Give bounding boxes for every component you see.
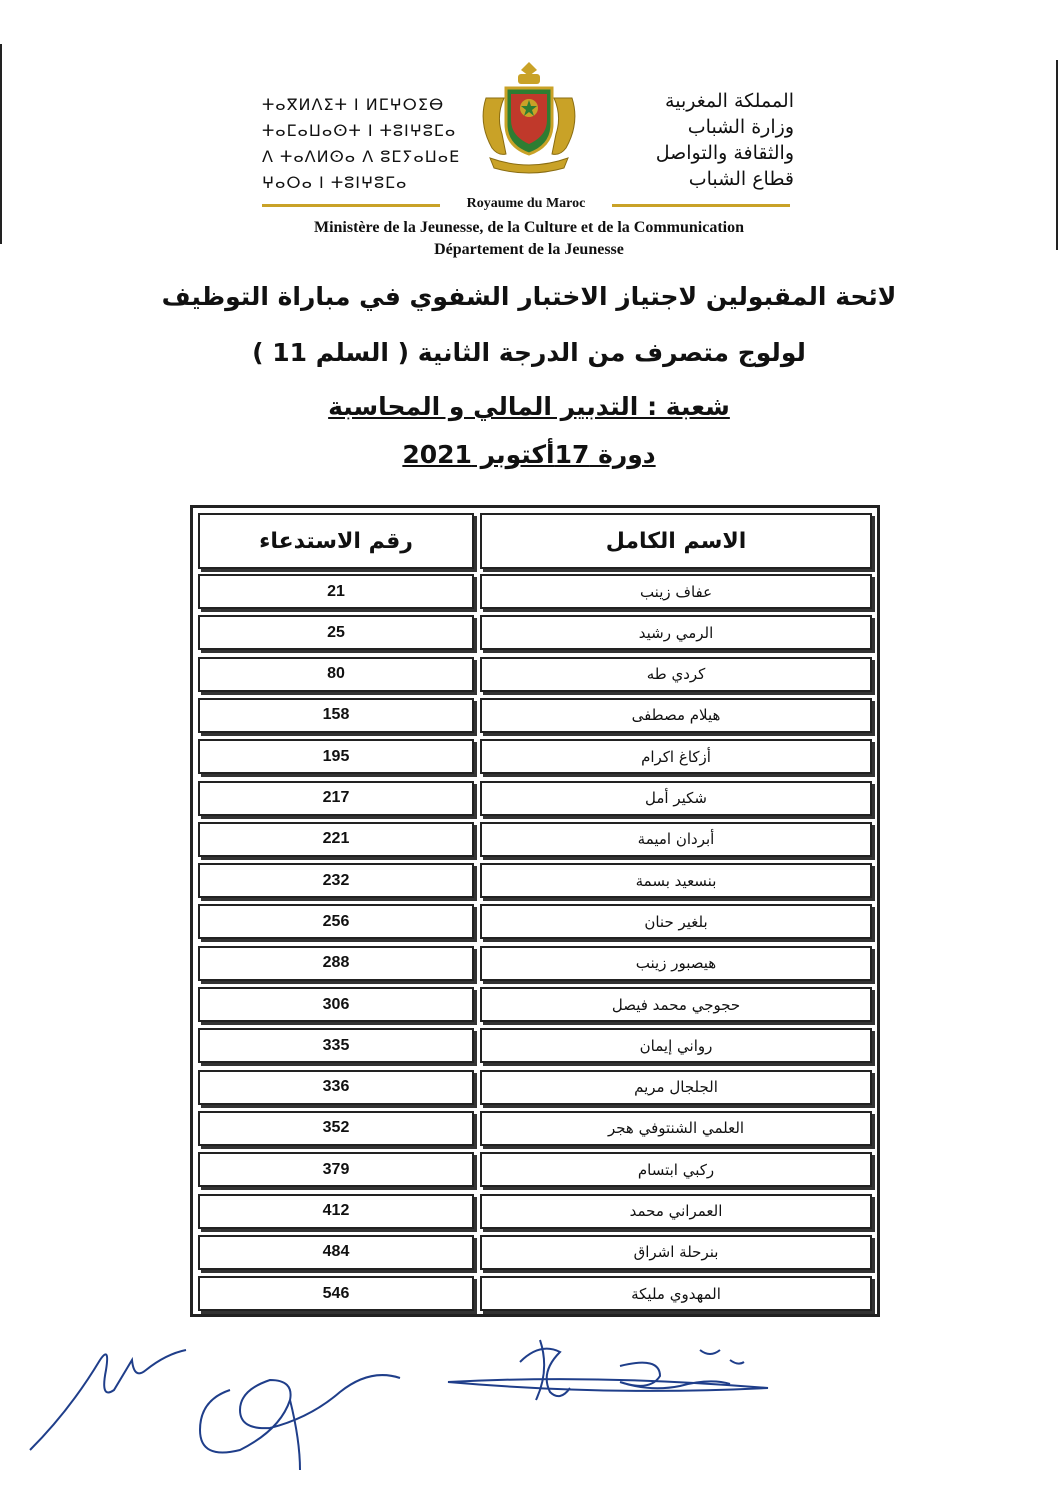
convocation-number: 412 [198,1194,474,1229]
convocation-number: 158 [198,698,474,733]
candidates-table [190,505,880,1317]
convocation-number: 288 [198,946,474,981]
gold-rule-right [612,204,790,207]
page-edge-left [0,44,2,244]
candidate-name: ركبي ابتسام [480,1152,872,1187]
header-number: رقم الاستدعاء [198,513,474,569]
candidate-name: رواني إيمان [480,1028,872,1063]
candidate-name: العمراني محمد [480,1194,872,1229]
candidate-name: هيصبور زينب [480,946,872,981]
tifinagh-ministry-name [262,92,461,196]
convocation-number: 336 [198,1070,474,1105]
candidate-name: عفاف زينب [480,574,872,609]
signatures [0,1320,1058,1490]
arabic-header-line: وزارة الشباب [687,116,794,138]
document-title: لائحة المقبولين لاجتياز الاختبار الشفوي في مباراة التوظيف [161,282,897,311]
session-date [120,440,938,469]
candidate-name: الرمي رشيد [480,615,872,650]
convocation-number: 306 [198,987,474,1022]
candidate-name: بلغير حنان [480,904,872,939]
tifinagh-line: ⵜⴰⴳⵍⴷⵉⵜ ⵏ ⵍⵎⵖⵔⵉⴱ [262,95,445,114]
candidate-name: أبردان اميمة [480,822,872,857]
session-date-text: دورة 17أكتوبر 2021 [402,440,656,469]
convocation-number: 379 [198,1152,474,1187]
candidate-name: الجلجال مريم [480,1070,872,1105]
branch-label-text: شعبة : التدبير المالي و المحاسبة [328,392,730,421]
arabic-header-line: والثقافة والتواصل [655,142,794,164]
candidate-name: شكير أمل [480,781,872,816]
candidate-name: كردي طه [480,657,872,692]
convocation-number: 221 [198,822,474,857]
ministry-label: Ministère de la Jeunesse, de la Culture et de la Communication [313,219,745,236]
convocation-number: 25 [198,615,474,650]
tifinagh-line: ⵜⴰⵎⴰⵡⴰⵙⵜ ⵏ ⵜⵓⵏⵖⵓⵎⴰ [262,121,457,140]
department-label: Département de la Jeunesse [434,241,624,258]
convocation-number: 217 [198,781,474,816]
coat-of-arms-icon [470,58,588,176]
convocation-number: 256 [198,904,474,939]
convocation-number: 352 [198,1111,474,1146]
royaume-label: Royaume du Maroc [466,196,586,211]
tifinagh-line: ⴷ ⵜⴰⴷⵍⵙⴰ ⴷ ⵓⵎⵢⴰⵡⴰⴹ [262,147,461,166]
candidate-name: المهدوي مليكة [480,1276,872,1311]
convocation-number: 232 [198,863,474,898]
convocation-number: 484 [198,1235,474,1270]
gold-rule-left [262,204,440,207]
convocation-number: 335 [198,1028,474,1063]
tifinagh-line: ⵖⴰⵔⴰ ⵏ ⵜⵓⵏⵖⵓⵎⴰ [262,173,408,192]
candidate-name: حجوجي محمد فيصل [480,987,872,1022]
convocation-number: 21 [198,574,474,609]
candidate-name: العلمي الشنتوفي هجر [480,1111,872,1146]
candidate-name: هيلام مصطفى [480,698,872,733]
candidate-name: بنرحلة اشراق [480,1235,872,1270]
arabic-ministry-name [588,88,794,192]
candidate-name: بنسعيد بسمة [480,863,872,898]
branch-label [120,392,938,421]
arabic-header-line: قطاع الشباب [688,168,794,190]
convocation-number: 195 [198,739,474,774]
arabic-header-line: المملكة المغربية [665,90,794,112]
document-subtitle: لولوج متصرف من الدرجة الثانية ( السلم 11 ) [252,338,806,367]
header-name: الاسم الكامل [480,513,872,569]
candidate-name: أزكاغ اكرام [480,739,872,774]
convocation-number: 546 [198,1276,474,1311]
convocation-number: 80 [198,657,474,692]
